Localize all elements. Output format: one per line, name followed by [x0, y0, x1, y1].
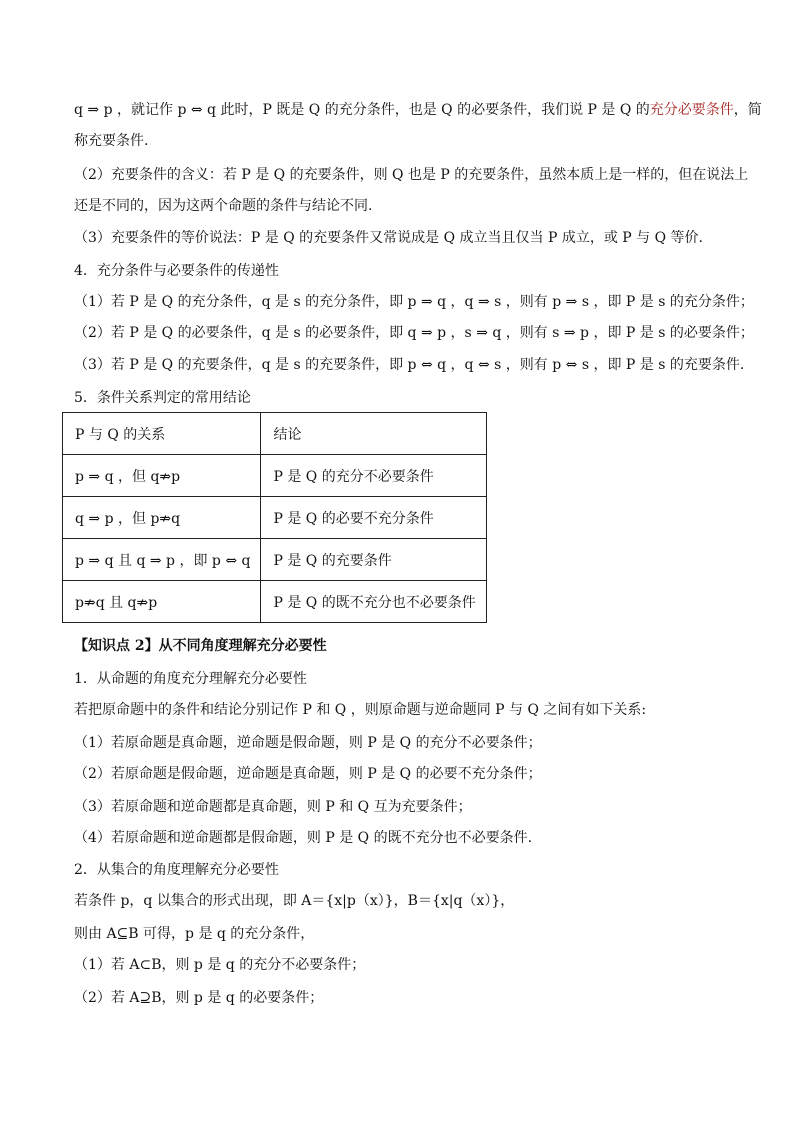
line-1-text: q ⇒ p ，就记作 p ⇔ q 此时，P 既是 Q 的充分条件，也是 Q 的必要条件，我们说 P 是 Q 的: [74, 102, 650, 118]
table-cell: P 是 Q 的充要条件: [261, 539, 486, 581]
knowledge-point-heading: 【知识点 2】从不同角度理解充分必要性: [74, 638, 327, 654]
table-cell: P 是 Q 的充分不必要条件: [261, 455, 486, 497]
section2-line-2: 若把原命题中的条件和结论分别记作 P 和 Q ，则原命题与逆命题同 P 与 Q 之间有如下关系:: [74, 702, 647, 718]
section2-line-1: 1．从命题的角度充分理解充分必要性: [74, 671, 307, 687]
paragraph-line-3: （2）充要条件的含义：若 P 是 Q 的充要条件，则 Q 也是 P 的充要条件，虽然本质上是一样的，但在说法上: [74, 167, 749, 183]
paragraph-line-5: （3）充要条件的等价说法：P 是 Q 的充要条件又常说成是 Q 成立当且仅当 P 成立，或 P 与 Q 等价.: [74, 230, 703, 246]
table-cell: p ⇒ q 且 q ⇒ p ，即 p ⇔ q: [63, 539, 261, 581]
table-header-row: [63, 413, 487, 455]
table-header-cell: P 与 Q 的关系: [63, 413, 261, 455]
section2-line-8: 若条件 p，q 以集合的形式出现，即 A＝{x|p（x）}，B＝{x|q（x）}，: [74, 893, 515, 909]
section-heading-5: 5．条件关系判定的常用结论: [74, 390, 251, 406]
highlight-term: 充分必要条件: [649, 102, 734, 118]
section2-line-7: 2．从集合的角度理解充分必要性: [74, 862, 279, 878]
table-header-cell: 结论: [261, 413, 486, 455]
section2-line-10: （1）若 A⊂B，则 p 是 q 的充分不必要条件；: [74, 957, 366, 973]
section2-line-3: （1）若原命题是真命题，逆命题是假命题，则 P 是 Q 的充分不必要条件；: [74, 735, 542, 751]
paragraph-line-8: （2）若 P 是 Q 的必要条件，q 是 s 的必要条件，即 q ⇒ p ，s ⇒ q ，则有 s ⇒ p ，即 P 是 s 的必要条件；: [74, 325, 754, 341]
condition-relation-table: [62, 412, 487, 623]
line-1-tail: ，简: [733, 102, 762, 118]
paragraph-line-7: （1）若 P 是 Q 的充分条件，q 是 s 的充分条件，即 p ⇒ q ，q ⇒ s ，则有 p ⇒ s ，即 P 是 s 的充分条件；: [74, 294, 754, 310]
paragraph-line-1: [74, 100, 762, 120]
section2-line-4: （2）若原命题是假命题，逆命题是真命题，则 P 是 Q 的必要不充分条件；: [74, 766, 542, 782]
table-cell: p⇏q 且 q⇏p: [63, 581, 261, 623]
table-cell: p ⇒ q ，但 q⇏p: [63, 455, 261, 497]
section2-line-5: （3）若原命题和逆命题都是真命题，则 P 和 Q 互为充要条件；: [74, 799, 472, 815]
section2-line-9: 则由 A⊆B 可得，p 是 q 的充分条件，: [74, 926, 315, 942]
paragraph-line-9: （3）若 P 是 Q 的充要条件，q 是 s 的充要条件，即 p ⇔ q ，q ⇔ s ，则有 p ⇔ s ，即 P 是 s 的充要条件.: [74, 357, 745, 373]
section2-line-6: （4）若原命题和逆命题都是假命题，则 P 是 Q 的既不充分也不必要条件.: [74, 830, 533, 846]
table-cell: q ⇒ p ，但 p⇏q: [63, 497, 261, 539]
table-cell: P 是 Q 的既不充分也不必要条件: [261, 581, 486, 623]
table-row: [63, 455, 487, 497]
paragraph-line-4: 还是不同的，因为这两个命题的条件与结论不同.: [74, 198, 373, 214]
table-row: [63, 497, 487, 539]
table-cell: P 是 Q 的必要不充分条件: [261, 497, 486, 539]
table-row: [63, 581, 487, 623]
paragraph-line-2: 称充要条件.: [74, 133, 149, 149]
table-row: [63, 539, 487, 581]
section2-line-11: （2）若 A⊇B，则 p 是 q 的必要条件；: [74, 990, 324, 1006]
section-heading-4: 4．充分条件与必要条件的传递性: [74, 263, 279, 279]
